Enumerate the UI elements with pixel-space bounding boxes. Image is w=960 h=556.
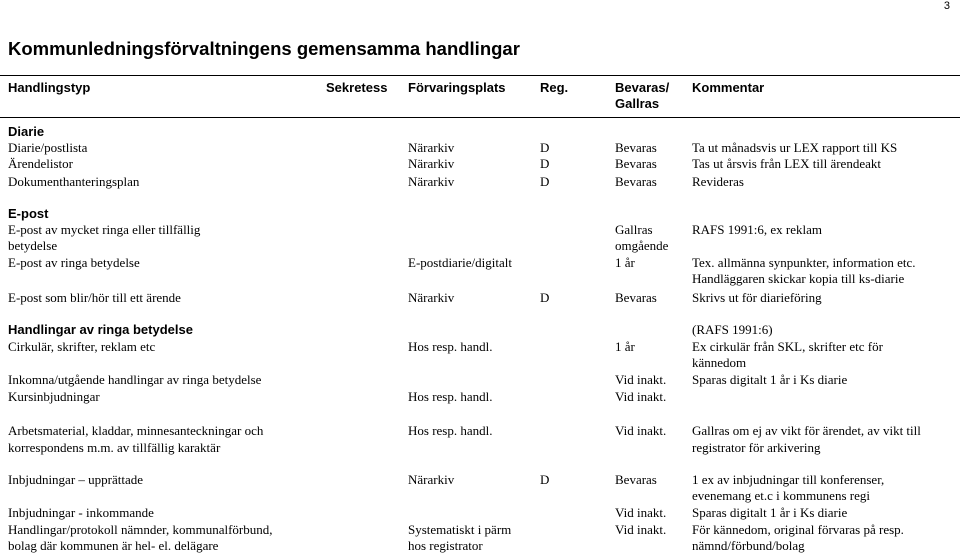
cell-keep: Vid inakt.: [615, 372, 667, 387]
cell-storage: Närarkiv: [408, 140, 455, 155]
cell-comment: Ex cirkulär från SKL, skrifter etc för: [692, 339, 883, 354]
cell-type: Cirkulär, skrifter, reklam etc: [8, 339, 156, 354]
title-divider: [0, 75, 960, 76]
cell-keep: Bevaras: [615, 140, 657, 155]
cell-type: Dokumenthanteringsplan: [8, 174, 140, 189]
cell-comment-cont: nämnd/förbund/bolag: [692, 538, 805, 553]
header-forvaringsplats: Förvaringsplats: [408, 80, 506, 95]
cell-keep: Vid inakt.: [615, 423, 667, 438]
section-heading: Diarie: [8, 124, 45, 139]
cell-storage: Närarkiv: [408, 290, 455, 305]
cell-comment: Sparas digitalt 1 år i Ks diarie: [692, 372, 848, 387]
cell-type: E-post av ringa betydelse: [8, 255, 140, 270]
cell-storage: E-postdiarie/digitalt: [408, 255, 512, 270]
header-bevaras: Bevaras/: [615, 80, 670, 95]
cell-comment: Skrivs ut för diarieföring: [692, 290, 822, 305]
cell-comment-cont: registrator för arkivering: [692, 440, 821, 455]
cell-type: E-post som blir/hör till ett ärende: [8, 290, 181, 305]
cell-storage: Hos resp. handl.: [408, 389, 493, 404]
cell-type: E-post av mycket ringa eller tillfällig: [8, 222, 201, 237]
cell-keep: Bevaras: [615, 290, 657, 305]
cell-keep: Vid inakt.: [615, 522, 667, 537]
cell-comment: Gallras om ej av vikt för ärendet, av vikt till: [692, 423, 921, 438]
cell-keep: Vid inakt.: [615, 505, 667, 520]
cell-type: Ärendelistor: [8, 156, 73, 171]
cell-reg: D: [540, 156, 550, 171]
cell-comment: För kännedom, original förvaras på resp.: [692, 522, 904, 537]
cell-comment-cont: kännedom: [692, 355, 747, 370]
header-divider: [0, 117, 960, 118]
cell-storage: Systematiskt i pärm: [408, 522, 512, 537]
cell-type-cont: betydelse: [8, 238, 58, 253]
cell-type-cont: bolag där kommunen är hel- el. delägare: [8, 538, 219, 553]
cell-reg: D: [540, 140, 550, 155]
header-sekretess: Sekretess: [326, 80, 388, 95]
document-title: Kommunledningsförvaltningens gemensamma handlingar: [8, 38, 520, 59]
cell-storage: Närarkiv: [408, 156, 455, 171]
cell-comment-cont: evenemang et.c i kommunens regi: [692, 488, 870, 503]
cell-storage-cont: hos registrator: [408, 538, 483, 553]
cell-reg: D: [540, 290, 550, 305]
cell-type: Handlingar/protokoll nämnder, kommunalförbund,: [8, 522, 273, 537]
cell-type: Inbjudningar – upprättade: [8, 472, 144, 487]
cell-keep: Gallras: [615, 222, 653, 237]
cell-reg: D: [540, 472, 550, 487]
cell-keep: 1 år: [615, 339, 635, 354]
cell-keep: Bevaras: [615, 156, 657, 171]
cell-storage: Närarkiv: [408, 472, 455, 487]
page-number: 3: [943, 0, 950, 12]
cell-comment: 1 ex av inbjudningar till konferenser,: [692, 472, 885, 487]
cell-keep: Vid inakt.: [615, 389, 667, 404]
cell-comment: Tex. allmänna synpunkter, information etc.: [692, 255, 916, 270]
cell-comment: Tas ut årsvis från LEX till ärendeakt: [692, 156, 881, 171]
section-heading: Handlingar av ringa betydelse: [8, 322, 193, 337]
cell-keep: 1 år: [615, 255, 635, 270]
header-reg: Reg.: [540, 80, 569, 95]
cell-comment: Ta ut månadsvis ur LEX rapport till KS: [692, 140, 898, 155]
cell-comment-cont: Handläggaren skickar kopia till ks-diarie: [692, 271, 905, 286]
cell-comment: Revideras: [692, 174, 744, 189]
cell-keep-cont: omgående: [615, 238, 669, 253]
cell-type-cont: korrespondens m.m. av tillfällig karaktär: [8, 440, 221, 455]
cell-storage: Hos resp. handl.: [408, 339, 493, 354]
section-heading: E-post: [8, 206, 49, 221]
cell-keep: Bevaras: [615, 174, 657, 189]
cell-reg: D: [540, 174, 550, 189]
cell-type: Inbjudningar - inkommande: [8, 505, 154, 520]
section-heading-comment: (RAFS 1991:6): [692, 322, 773, 337]
cell-keep: Bevaras: [615, 472, 657, 487]
cell-type: Inkomna/utgående handlingar av ringa betydelse: [8, 372, 262, 387]
cell-type: Kursinbjudningar: [8, 389, 100, 404]
header-handlingstyp: Handlingstyp: [8, 80, 91, 95]
header-gallras: Gallras: [615, 96, 660, 111]
cell-type: Diarie/postlista: [8, 140, 88, 155]
cell-storage: Hos resp. handl.: [408, 423, 493, 438]
header-kommentar: Kommentar: [692, 80, 765, 95]
cell-storage: Närarkiv: [408, 174, 455, 189]
cell-comment: RAFS 1991:6, ex reklam: [692, 222, 822, 237]
cell-comment: Sparas digitalt 1 år i Ks diarie: [692, 505, 848, 520]
cell-type: Arbetsmaterial, kladdar, minnesanteckningar och: [8, 423, 264, 438]
